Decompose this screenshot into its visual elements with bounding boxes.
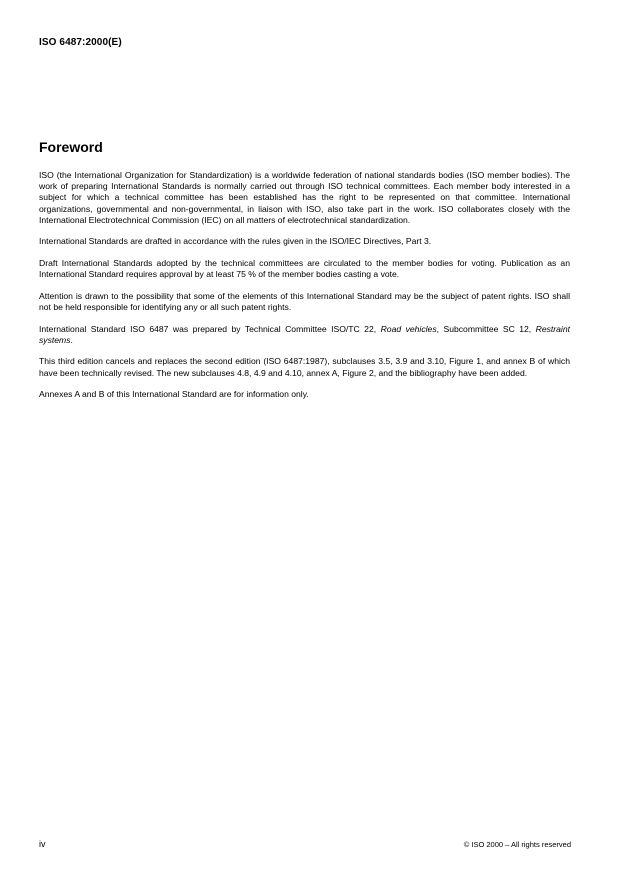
paragraph-annexes: Annexes A and B of this International Standard are for information only. xyxy=(39,389,309,400)
paragraph-patent-rights: Attention is drawn to the possibility that some of the elements of this International Standard may be the subject of patent rights. ISO shall not be held responsible for identifying any or all such patent rights. xyxy=(39,290,570,312)
committee-text-3: . xyxy=(70,334,73,345)
paragraph-voting: Draft International Standards adopted by the technical committees are circulated to the member bodies for voting. Publication as an International Standard requires approval by at least 75 % of the member bodies casting a vote. xyxy=(39,258,570,280)
document-id: ISO 6487:2000(E) xyxy=(39,37,122,48)
copyright-notice: © ISO 2000 – All rights reserved xyxy=(463,840,571,849)
section-title: Foreword xyxy=(39,139,103,155)
paragraph-directives: International Standards are drafted in accordance with the rules given in the ISO/IEC Directives, Part 3. xyxy=(39,236,432,247)
committee-text-2: , Subcommittee SC 12, xyxy=(436,323,536,334)
paragraph-organization: ISO (the International Organization for Standardization) is a worldwide federation of national standards bodies (ISO member bodies). The work of preparing International Standards is normally carried out through ISO technical committees. Each member body interested in a subject for which a technical committee has been established has the right to be represented on that committee. International organizations, governmental and non-governmental, in liaison with ISO, also take part in the work. ISO collaborates closely with the International Electrotechnical Commission (IEC) on all matters of electrotechnical standardization. xyxy=(39,170,570,225)
paragraph-edition: This third edition cancels and replaces the second edition (ISO 6487:1987), subclauses 3.5, 3.9 and 3.10, Figure 1, and annex B of which have been technically revised. The new subclauses 4.8, 4.9 and 4.10, annex A, Figure 2, and the bibliography have been added. xyxy=(39,356,570,378)
page-number: iv xyxy=(39,839,46,849)
committee-text-1: International Standard ISO 6487 was prepared by Technical Committee ISO/TC 22, xyxy=(39,323,381,334)
paragraph-committee xyxy=(39,324,570,346)
subcommittee-name: Restraint systems xyxy=(39,323,570,345)
foreword-body xyxy=(39,170,570,411)
committee-name: Road vehicles xyxy=(380,323,437,334)
